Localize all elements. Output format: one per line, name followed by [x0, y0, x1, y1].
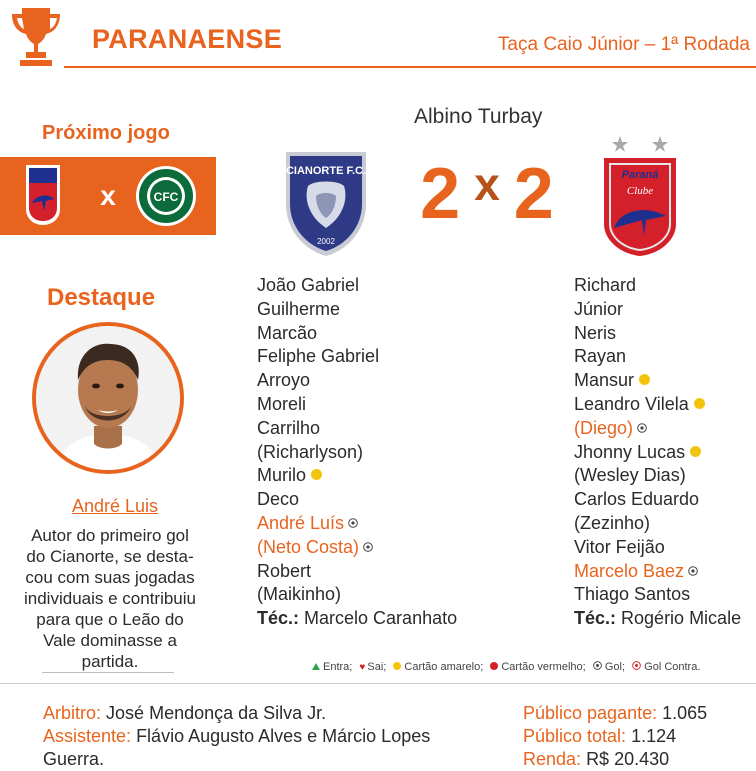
coach-name: Rogério Micale — [621, 608, 742, 629]
home-score: 2 — [420, 154, 461, 234]
player-name: Guilherme — [257, 298, 341, 319]
referee-label: Arbitro: — [43, 703, 102, 723]
goal-ball-icon — [593, 661, 602, 670]
lineup-player-row — [257, 488, 457, 512]
lineup-player-row — [257, 464, 457, 488]
away-lineup — [574, 274, 741, 631]
yellow-card-icon — [639, 374, 650, 385]
player-name: Moreli — [257, 393, 307, 414]
legend — [312, 661, 704, 673]
lineup-player-row — [574, 536, 741, 560]
referee-row — [43, 702, 483, 725]
lineup-player-row — [257, 369, 457, 393]
lineup-player-row — [574, 298, 741, 322]
player-name: (Maikinho) — [257, 584, 342, 605]
player-name: Arroyo — [257, 370, 311, 391]
player-name: Carrilho — [257, 417, 321, 438]
assistant-names: Flávio Augusto Alves e Márcio Lopes Guerra. — [43, 726, 431, 769]
round-label: Taça Caio Júnior – 1ª Rodada — [497, 34, 750, 55]
player-name: Júnior — [574, 298, 624, 319]
player-name: Rayan — [574, 346, 627, 367]
revenue-label: Renda: — [523, 749, 582, 769]
score-separator: x — [474, 158, 500, 210]
coach-name: Marcelo Caranhato — [304, 608, 458, 629]
legend-divider — [0, 683, 756, 684]
player-name: Deco — [257, 489, 300, 510]
player-name: Robert — [257, 560, 312, 581]
coach-label: Téc.: — [574, 608, 617, 629]
assistant-label: Assistente: — [43, 726, 132, 746]
lineup-player-row — [257, 345, 457, 369]
lineup-player-row — [257, 536, 457, 560]
lineup-player-row — [574, 441, 741, 465]
highlight-title: Destaque — [47, 284, 156, 311]
match-stats — [523, 702, 753, 771]
lineup-player-row — [257, 322, 457, 346]
lineup-player-row — [257, 393, 457, 417]
assistant-row — [43, 725, 483, 771]
next-game-separator: x — [100, 180, 116, 211]
svg-text:CFC: CFC — [153, 190, 179, 204]
player-name: Neris — [574, 322, 617, 343]
revenue-value: R$ 20.430 — [586, 749, 670, 769]
parana-clube-crest-icon — [24, 163, 62, 227]
lineup-player-row — [574, 560, 741, 584]
lineup-player-row — [574, 345, 741, 369]
scoreboard — [392, 154, 582, 234]
cianorte-crest-text: CIANORTE F.C. — [285, 165, 367, 177]
lineup-player-row — [574, 369, 741, 393]
coach-row — [257, 607, 457, 631]
yellow-card-icon — [690, 446, 701, 457]
highlight-divider — [42, 672, 174, 673]
paid-attendance-row — [523, 702, 753, 725]
legend-gol: Gol; — [593, 661, 627, 673]
lineup-player-row — [257, 512, 457, 536]
paid-attendance-value: 1.065 — [662, 703, 708, 723]
lineup-player-row — [574, 583, 741, 607]
total-attendance-value: 1.124 — [631, 726, 677, 746]
lineup-player-row — [257, 441, 457, 465]
player-name: (Neto Costa) — [257, 536, 360, 557]
lineup-player-row — [574, 322, 741, 346]
coach-row — [574, 607, 741, 631]
goal-ball-icon — [363, 542, 373, 552]
legend-vermelho: Cartão vermelho; — [490, 661, 587, 673]
player-name: Leandro Vilela — [574, 393, 689, 414]
player-name: (Richarlyson) — [257, 441, 364, 462]
player-name: João Gabriel — [257, 275, 360, 295]
total-attendance-label: Público total: — [523, 726, 627, 746]
lineup-player-row — [574, 417, 741, 441]
match-officials — [43, 702, 483, 771]
sub-out-icon: ♥ — [359, 662, 366, 673]
lineup-player-row — [257, 274, 457, 298]
highlight-description: Autor do primeiro gol do Cianorte, se desta-cou com suas jogadas individuais e contribuiu para que o Leão do Vale dominasse a partida. — [24, 526, 196, 671]
paid-attendance-label: Público pagante: — [523, 703, 658, 723]
player-name: Mansur — [574, 370, 635, 391]
parana-crest-text: Paraná — [621, 169, 659, 181]
goal-ball-icon — [637, 423, 647, 433]
player-name: (Diego) — [574, 417, 634, 438]
yellow-card-icon — [694, 398, 705, 409]
goal-ball-icon — [348, 518, 358, 528]
legend-sai: ♥ Sai; — [359, 661, 387, 673]
player-name: Richard — [574, 275, 637, 295]
page-title: PARANAENSE — [92, 24, 283, 54]
legend-gol-contra: Gol Contra. — [632, 661, 702, 673]
lineup-player-row — [257, 417, 457, 441]
cianorte-crest-icon — [278, 146, 374, 258]
cianorte-crest-year: 2002 — [317, 237, 335, 246]
legend-entra: Entra; — [312, 661, 354, 673]
player-name: Feliphe Gabriel — [257, 346, 380, 367]
lineup-player-row — [257, 298, 457, 322]
player-name: Vitor Feijão — [574, 536, 665, 557]
yellow-card-icon — [311, 469, 322, 480]
player-name: Jhonny Lucas — [574, 441, 686, 462]
player-name: Marcão — [257, 322, 318, 343]
lineup-player-row — [257, 560, 457, 584]
venue-name: Albino Turbay — [414, 105, 543, 128]
highlight-player-name[interactable]: André Luis — [72, 496, 159, 516]
player-name: (Zezinho) — [574, 512, 651, 533]
own-goal-ball-icon — [632, 661, 641, 670]
away-score: 2 — [513, 154, 554, 234]
header-divider — [64, 66, 756, 68]
referee-name: José Mendonça da Silva Jr. — [106, 703, 327, 723]
lineup-player-row — [257, 583, 457, 607]
parana-crest-sub: Clube — [626, 185, 654, 197]
player-name: (Wesley Dias) — [574, 465, 686, 486]
player-name: Murilo — [257, 465, 307, 486]
trophy-icon — [8, 4, 64, 68]
highlight-player-photo — [36, 326, 180, 470]
red-card-icon — [490, 662, 498, 670]
next-game-title: Próximo jogo — [42, 122, 170, 144]
player-name: Thiago Santos — [574, 584, 691, 605]
parana-clube-crest-icon — [600, 132, 680, 258]
player-name: Marcelo Baez — [574, 560, 685, 581]
player-name: André Luís — [257, 512, 345, 533]
total-attendance-row — [523, 725, 753, 748]
coach-label: Téc.: — [257, 608, 300, 629]
home-lineup — [257, 274, 457, 631]
yellow-card-icon — [393, 662, 401, 670]
lineup-player-row — [574, 488, 741, 512]
coritiba-crest-icon — [135, 165, 197, 227]
legend-amarelo: Cartão amarelo; — [393, 661, 485, 673]
lineup-player-row — [574, 512, 741, 536]
goal-ball-icon — [688, 566, 698, 576]
sub-in-icon — [312, 663, 320, 670]
lineup-player-row — [574, 464, 741, 488]
player-name: Carlos Eduardo — [574, 489, 700, 510]
lineup-player-row — [574, 274, 741, 298]
lineup-player-row — [574, 393, 741, 417]
